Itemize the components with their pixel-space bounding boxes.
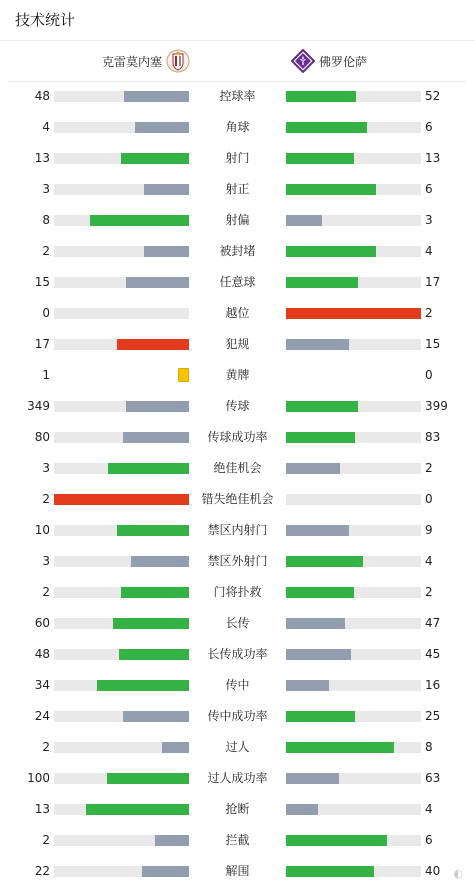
stat-row [0,236,475,267]
home-value: 1 [42,368,50,382]
home-value: 60 [34,616,50,630]
away-value: 17 [425,275,441,289]
away-bar-fill [286,804,318,815]
away-bar-fill [286,587,354,598]
home-value: 2 [42,585,50,599]
away-value: 25 [425,709,441,723]
away-value: 2 [425,306,433,320]
away-bar-track [286,804,421,815]
home-bar-fill [90,215,189,226]
home-value: 13 [34,802,50,816]
home-value: 100 [27,771,50,785]
stat-row [0,670,475,701]
home-bar-track [54,339,189,350]
away-bar-fill [286,649,351,660]
home-bar-track [54,494,189,505]
home-value: 48 [34,89,50,103]
teams-header [8,41,466,82]
stat-row [0,825,475,856]
away-value: 3 [425,213,433,227]
watermark-icon: ◐ [453,867,463,880]
stat-row [0,81,475,112]
home-bar-track [54,153,189,164]
home-value: 3 [42,554,50,568]
home-bar-track [54,866,189,877]
away-value: 2 [425,585,433,599]
home-bar-track [54,835,189,846]
home-value: 0 [42,306,50,320]
away-value: 83 [425,430,441,444]
stat-label: 传球 [225,399,250,413]
home-bar-track [54,277,189,288]
stat-row [0,856,475,887]
stat-label: 绝佳机会 [213,461,262,475]
home-bar-fill [142,866,189,877]
away-value: 4 [425,802,433,816]
stat-row [0,267,475,298]
home-value: 2 [42,833,50,847]
home-team[interactable] [102,41,190,81]
home-value: 48 [34,647,50,661]
away-bar-fill [286,711,355,722]
stat-label: 控球率 [219,89,256,103]
stat-label: 射正 [225,182,250,196]
away-bar-fill [286,556,363,567]
stat-label: 传中成功率 [207,709,268,723]
stat-label: 过人成功率 [207,771,268,785]
home-bar-track [54,680,189,691]
away-bar-fill [286,525,349,536]
stat-row [0,360,475,391]
away-value: 47 [425,616,441,630]
away-bar-track [286,649,421,660]
away-bar-fill [286,835,387,846]
away-team[interactable] [291,41,367,81]
stat-label: 越位 [225,306,250,320]
stat-label: 解围 [225,864,250,878]
away-bar-track [286,680,421,691]
away-team-name: 佛罗伦萨 [319,54,368,69]
home-bar-fill [117,339,189,350]
home-bar-track [54,804,189,815]
away-bar-fill [286,308,421,319]
away-bar-track [286,556,421,567]
away-bar-track [286,215,421,226]
home-bar-fill [135,122,189,133]
stat-label: 错失绝佳机会 [201,492,274,506]
home-team-name: 克雷莫内塞 [102,54,163,69]
stat-row [0,639,475,670]
home-bar-fill [97,680,189,691]
stat-row [0,515,475,546]
home-bar-fill [117,525,189,536]
away-value: 45 [425,647,441,661]
stat-label: 黄牌 [225,368,250,382]
away-bar-fill [286,339,349,350]
stat-row [0,608,475,639]
away-bar-track [286,153,421,164]
away-bar-track [286,401,421,412]
away-bar-fill [286,153,354,164]
home-value: 34 [34,678,50,692]
stat-label: 禁区外射门 [207,554,268,568]
home-value: 4 [42,120,50,134]
away-bar-track [286,773,421,784]
away-value: 40 [425,864,441,878]
home-bar-track [54,463,189,474]
home-bar-track [54,618,189,629]
away-bar-track [286,835,421,846]
home-bar-fill [144,184,189,195]
yellow-card-icon [178,368,189,382]
stat-row [0,298,475,329]
home-bar-track [54,122,189,133]
away-bar-fill [286,618,345,629]
home-bar-track [54,432,189,443]
home-value: 24 [34,709,50,723]
home-value: 15 [34,275,50,289]
home-bar-fill [124,91,189,102]
home-bar-fill [126,401,189,412]
away-value: 13 [425,151,441,165]
home-bar-track [54,184,189,195]
home-value: 10 [34,523,50,537]
stat-label: 抢断 [225,802,250,816]
away-value: 63 [425,771,441,785]
away-value: 4 [425,554,433,568]
home-bar-track [54,773,189,784]
away-value: 52 [425,89,441,103]
away-value: 6 [425,120,433,134]
home-bar-track [54,587,189,598]
away-bar-track [286,711,421,722]
away-value: 8 [425,740,433,754]
stat-label: 任意球 [219,275,256,289]
away-bar-track [286,277,421,288]
home-bar-fill [123,432,189,443]
away-bar-track [286,742,421,753]
home-bar-track [54,556,189,567]
home-value: 80 [34,430,50,444]
home-bar-track [54,246,189,257]
stat-label: 禁区内射门 [207,523,268,537]
away-value: 0 [425,368,433,382]
stat-row [0,329,475,360]
away-bar-track [286,587,421,598]
stat-row [0,484,475,515]
away-bar-track [286,866,421,877]
home-bar-track [54,649,189,660]
away-bar-track [286,122,421,133]
home-bar-fill [123,711,189,722]
home-bar-fill [144,246,189,257]
away-bar-fill [286,463,340,474]
away-value: 16 [425,678,441,692]
away-value: 9 [425,523,433,537]
home-bar-track [54,308,189,319]
away-bar-fill [286,773,339,784]
away-value: 0 [425,492,433,506]
home-bar-fill [107,773,189,784]
stat-row [0,112,475,143]
home-value: 2 [42,740,50,754]
stat-label: 门将扑救 [213,585,262,599]
away-bar-track [286,339,421,350]
stat-row [0,453,475,484]
section-title: 技术统计 [0,0,475,41]
fiorentina-crest-icon [291,49,315,73]
home-bar-track [54,91,189,102]
away-bar-fill [286,401,358,412]
stat-row [0,732,475,763]
away-bar-track [286,432,421,443]
away-bar-fill [286,246,376,257]
home-value: 17 [34,337,50,351]
away-value: 15 [425,337,441,351]
home-bar-fill [126,277,189,288]
stat-label: 犯规 [225,337,250,351]
stat-row [0,143,475,174]
stat-row [0,391,475,422]
home-value: 13 [34,151,50,165]
away-bar-track [286,91,421,102]
stat-row [0,577,475,608]
home-bar-track [54,401,189,412]
away-bar-fill [286,432,355,443]
stat-row [0,205,475,236]
home-bar-fill [155,835,189,846]
home-value: 3 [42,182,50,196]
home-bar-fill [54,494,189,505]
stat-label: 过人 [225,740,250,754]
away-bar-track [286,308,421,319]
home-bar-track [54,742,189,753]
stat-label: 传球成功率 [207,430,268,444]
away-bar-fill [286,680,329,691]
home-bar-fill [108,463,189,474]
stat-row [0,546,475,577]
stat-label: 长传 [225,616,250,630]
home-bar-track [54,711,189,722]
away-bar-fill [286,184,376,195]
stat-label: 射门 [225,151,250,165]
home-bar-track [54,525,189,536]
stat-label: 长传成功率 [207,647,268,661]
stat-label: 角球 [225,120,250,134]
home-value: 3 [42,461,50,475]
away-bar-fill [286,122,367,133]
away-bar-track [286,494,421,505]
away-bar-track [286,184,421,195]
home-bar-fill [131,556,189,567]
away-value: 6 [425,182,433,196]
away-value: 399 [425,399,448,413]
away-bar-track [286,525,421,536]
home-bar-fill [162,742,189,753]
away-bar-fill [286,742,394,753]
home-bar-fill [119,649,189,660]
stat-row [0,701,475,732]
stat-row [0,174,475,205]
away-value: 6 [425,833,433,847]
home-value: 2 [42,244,50,258]
stat-label: 被封堵 [219,244,256,258]
home-value: 2 [42,492,50,506]
stat-label: 传中 [225,678,250,692]
home-value: 349 [27,399,50,413]
stat-label: 射偏 [225,213,250,227]
stat-label: 拦截 [225,833,250,847]
stat-row [0,763,475,794]
home-bar-fill [86,804,189,815]
away-bar-track [286,463,421,474]
away-bar-fill [286,91,356,102]
home-bar-fill [121,153,189,164]
home-bar-fill [121,587,189,598]
home-bar-fill [113,618,189,629]
away-value: 2 [425,461,433,475]
away-bar-fill [286,866,374,877]
home-value: 22 [34,864,50,878]
away-value: 4 [425,244,433,258]
home-bar-track [54,215,189,226]
away-bar-track [286,246,421,257]
stat-row [0,422,475,453]
away-bar-fill [286,215,322,226]
away-bar-fill [286,277,358,288]
home-value: 8 [42,213,50,227]
away-bar-track [286,618,421,629]
stat-row [0,794,475,825]
cremonese-crest-icon [166,49,190,73]
